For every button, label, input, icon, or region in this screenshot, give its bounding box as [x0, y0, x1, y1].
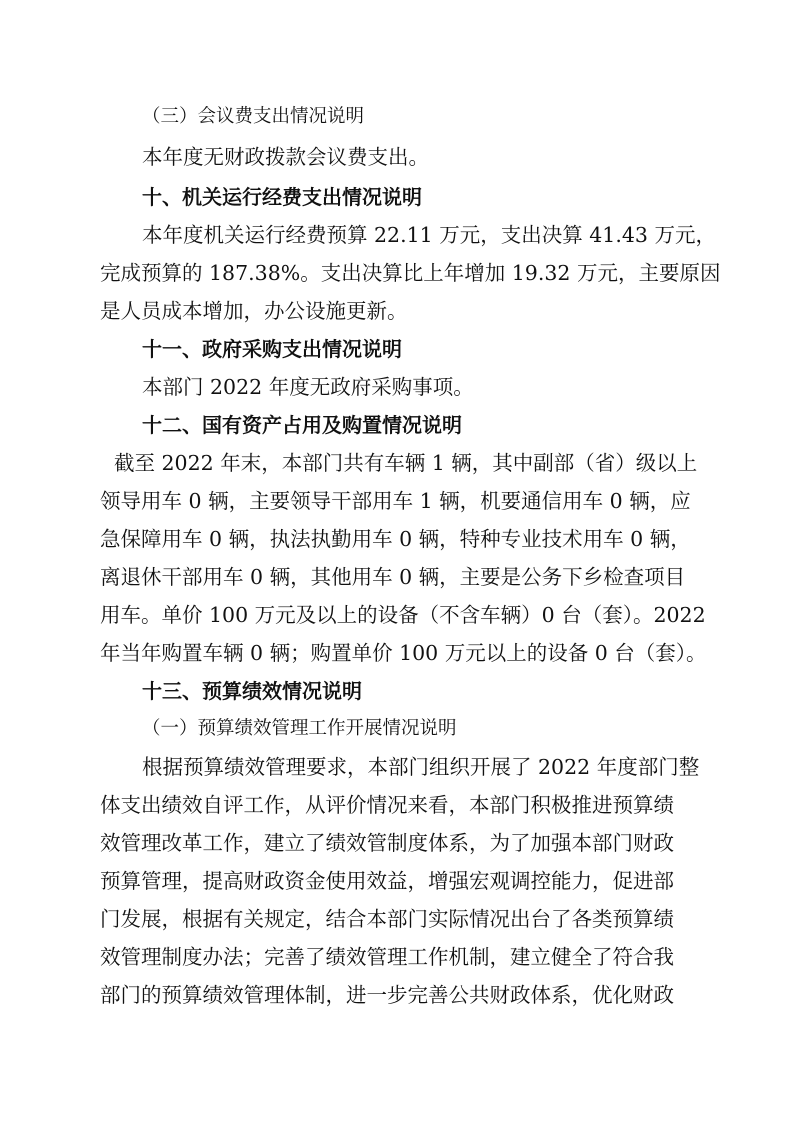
paragraph-section-11: 本部门 2022 年度无政府采购事项。	[142, 375, 474, 399]
paragraph-section-13-line-4: 预算管理，提高财政资金使用效益，增强宏观调控能力，促进部	[100, 869, 674, 893]
paragraph-section-10-line-3: 是人员成本增加，办公设施更新。	[100, 299, 408, 323]
subheading-meeting-fee: （三）会议费支出情况说明	[142, 106, 365, 127]
paragraph-meeting-fee: 本年度无财政拨款会议费支出。	[142, 145, 429, 169]
paragraph-section-12-line-3: 急保障用车 0 辆，执法执勤用车 0 辆，特种专业技术用车 0 辆，	[100, 527, 691, 551]
heading-section-12: 十二、国有资产占用及购置情况说明	[142, 413, 462, 437]
paragraph-section-13-line-5: 门发展，根据有关规定，结合本部门实际情况出台了各类预算绩	[100, 907, 674, 931]
paragraph-section-10-line-1: 本年度机关运行经费预算 22.11 万元，支出决算 41.43 万元，	[142, 223, 716, 247]
paragraph-section-12-line-1: 截至 2022 年末，本部门共有车辆 1 辆，其中副部（省）级以上	[114, 451, 698, 475]
heading-section-10: 十、机关运行经费支出情况说明	[142, 185, 422, 209]
paragraph-section-12-line-2: 领导用车 0 辆，主要领导干部用车 1 辆，机要通信用车 0 辆，应	[100, 489, 691, 513]
paragraph-section-12-line-4: 离退休干部用车 0 辆，其他用车 0 辆，主要是公务下乡检查项目	[100, 565, 686, 589]
paragraph-section-13-line-1: 根据预算绩效管理要求，本部门组织开展了 2022 年度部门整	[142, 755, 700, 779]
paragraph-section-13-line-7: 部门的预算绩效管理体制，进一步完善公共财政体系，优化财政	[100, 983, 674, 1007]
paragraph-section-13-line-6: 效管理制度办法；完善了绩效管理工作机制，建立健全了符合我	[100, 945, 674, 969]
paragraph-section-10-line-2: 完成预算的 187.38%。支出决算比上年增加 19.32 万元，主要原因	[100, 261, 721, 285]
paragraph-section-12-line-5: 用车。单价 100 万元及以上的设备（不含车辆）0 台（套）。2022	[100, 603, 706, 627]
paragraph-section-13-line-3: 效管理改革工作，建立了绩效管制度体系，为了加强本部门财政	[100, 831, 674, 855]
heading-section-13: 十三、预算绩效情况说明	[142, 679, 362, 703]
heading-section-11: 十一、政府采购支出情况说明	[142, 337, 402, 361]
subheading-performance-management: （一）预算绩效管理工作开展情况说明	[142, 718, 457, 739]
paragraph-section-13-line-2: 体支出绩效自评工作，从评价情况来看，本部门积极推进预算绩	[100, 793, 674, 817]
paragraph-section-12-line-6: 年当年购置车辆 0 辆；购置单价 100 万元以上的设备 0 台（套）。	[100, 641, 707, 665]
